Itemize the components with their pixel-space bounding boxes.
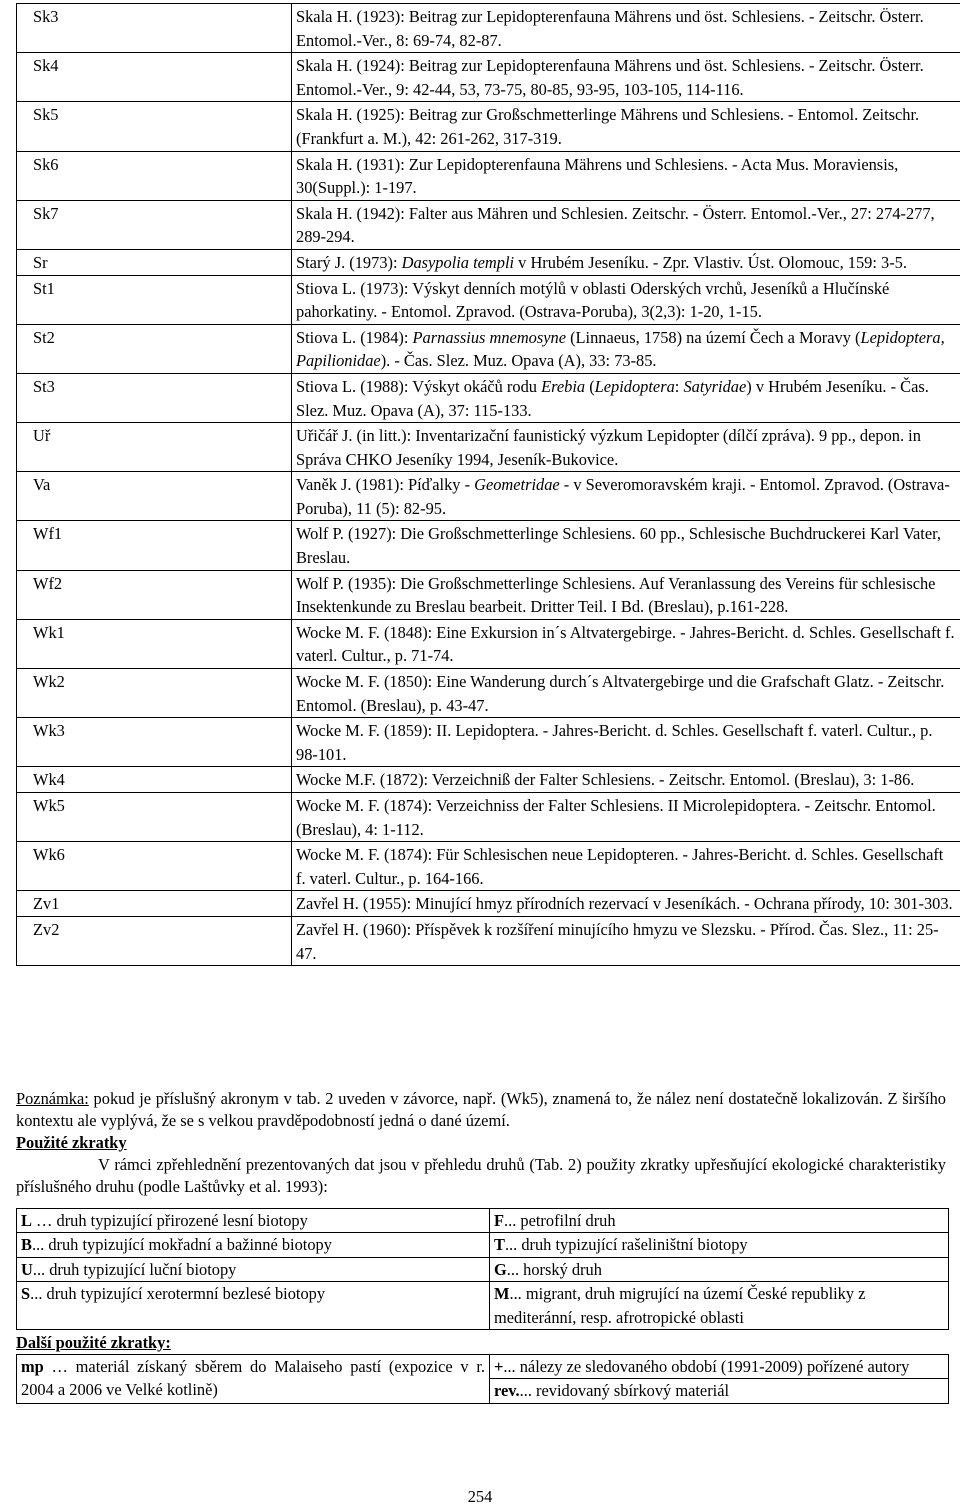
citation-part: v Hrubém Jeseníku. - Zpr. Vlastiv. Úst. Olomouc, 159: 3-5. — [514, 252, 907, 272]
reference-citation — [292, 891, 960, 917]
abbreviation-cell — [490, 1282, 949, 1330]
abbreviation-text: ... druh typizující luční biotopy — [32, 1259, 237, 1279]
plus-cell — [490, 1355, 949, 1379]
table-row — [17, 472, 960, 521]
abbreviation-table — [16, 1208, 949, 1330]
citation-part: Skala H. (1942): Falter aus Mähren und Schlesien. Zeitschr. - Österr. Entomol.-Ver., 27: 274-277, 289-294. — [296, 203, 935, 247]
mp-key: mp — [21, 1357, 44, 1376]
abbreviation-cell — [17, 1233, 490, 1257]
reference-code: St3 — [17, 373, 292, 422]
citation-part: Skala H. (1923): Beitrag zur Lepidopterenfauna Mährens und öst. Schlesiens. - Zeitschr. Österr. Entomol.-Ver., 8: 69-74, 82-87. — [296, 7, 924, 50]
reference-code: Wk3 — [17, 718, 292, 767]
table-row — [17, 1257, 949, 1281]
more-abbreviation-table — [16, 1354, 949, 1404]
table-row — [17, 521, 960, 570]
reference-code: Wf1 — [17, 521, 292, 570]
abbreviation-cell — [490, 1209, 949, 1233]
table-row — [17, 619, 960, 668]
reference-citation — [292, 570, 960, 619]
table-row — [17, 891, 960, 917]
reference-code: St1 — [17, 275, 292, 324]
reference-code: Wk2 — [17, 669, 292, 718]
table-row — [17, 1209, 949, 1233]
table-row — [17, 570, 960, 619]
citation-italic-part: Dasypolia templi — [401, 252, 515, 272]
citation-part: (Linnaeus, 1758) na území Čech a Moravy ( — [565, 327, 861, 347]
reference-code: Zv1 — [17, 891, 292, 917]
table-row — [17, 1355, 949, 1379]
citation-part: Stiova L. (1988): Výskyt okáčů rodu — [296, 376, 542, 396]
reference-citation — [292, 102, 960, 151]
abbreviation-text: ... druh typizující xerotermní bezlesé biotopy — [30, 1284, 326, 1304]
reference-citation — [292, 249, 960, 275]
citation-part: Wolf P. (1927): Die Großschmetterlinge Schlesiens. 60 pp., Schlesische Buchdruckerei Karl Vater, Breslau. — [296, 524, 941, 568]
citation-part: ) v Hrubém Jeseníku. - Čas. Slez. Muz. Opava (A), 37: 115-133. — [296, 376, 929, 420]
reference-citation — [292, 275, 960, 324]
abbreviation-key: B — [21, 1235, 32, 1255]
abbrev-intro: V rámci zpřehlednění prezentovaných dat jsou v přehledu druhů (Tab. 2) použity zkratky upřesňující ekologické charakteristiky příslušného druhu (podle Laštůvky et al. 1993): — [16, 1155, 946, 1196]
citation-part: - v Severomoravském kraji. - Entomol. Zpravod. (Ostrava-Poruba), 11 (5): 82-95. — [296, 475, 950, 518]
citation-italic-part: Lepidoptera, Papilionidae — [296, 327, 945, 371]
table-row — [17, 53, 960, 102]
abbrev-heading: Použité zkratky — [16, 1133, 127, 1152]
citation-part: : — [674, 376, 684, 396]
citation-part: Skala H. (1931): Zur Lepidopterenfauna Mährens und Schlesiens. - Acta Mus. Moraviensis, 30(Suppl.): 1-197. — [296, 154, 899, 198]
abbreviation-text: ... horský druh — [506, 1259, 602, 1279]
abbreviation-cell — [17, 1257, 490, 1281]
citation-italic-part: Geometridae — [474, 475, 560, 495]
reference-code: Wk4 — [17, 767, 292, 793]
abbreviation-cell — [490, 1257, 949, 1281]
citation-part: Skala H. (1924): Beitrag zur Lepidopterenfauna Mährens und öst. Schlesiens. - Zeitschr. Österr. Entomol.-Ver., 9: 42-44, 53, 73-75, 80-85, 93-95, 103-105, 114-116. — [296, 56, 924, 99]
note-text: pokud je příslušný akronym v tab. 2 uveden v závorce, např. (Wk5), znamená to, že nález není dostatečně lokalizován. Z širšího kontextu ale vyplývá, že se s velkou pravděpodobností jedná o dané území. — [16, 1089, 946, 1130]
citation-part: Stiova L. (1973): Výskyt denních motýlů v oblasti Oderských vrchů, Jeseníků a Hlučínské pahorkatiny. - Entomol. Zpravod. (Ostrava-Poruba), 3(2,3): 1-20, 1-15. — [296, 278, 890, 322]
abbreviation-text: ... druh typizující mokřadní a bažinné biotopy — [31, 1235, 332, 1255]
table-row — [17, 767, 960, 793]
reference-code: Sr — [17, 249, 292, 275]
table-row — [17, 669, 960, 718]
reference-citation — [292, 472, 960, 521]
note-section — [16, 1088, 946, 1198]
plus-text: ... nálezy ze sledovaného období (1991-2009) pořízené autory — [503, 1357, 910, 1376]
reference-citation — [292, 200, 960, 249]
citation-part: Wocke M. F. (1848): Eine Exkursion in´s Altvatergebirge. - Jahres-Bericht. d. Schles. Gesellschaft f. vaterl. Cultur., p. 71-74. — [296, 622, 955, 666]
table-row — [17, 1282, 949, 1330]
table-row — [17, 249, 960, 275]
rev-key: rev. — [494, 1381, 520, 1401]
reference-code: Uř — [17, 423, 292, 472]
reference-citation — [292, 916, 960, 965]
reference-citation — [292, 718, 960, 767]
abbreviation-text: ... druh typizující rašeliništní biotopy — [504, 1235, 748, 1255]
citation-part: Skala H. (1925): Beitrag zur Großschmetterlinge Mährens und Schlesiens. - Entomol. Zeitschr. (Frankfurt a. M.), 42: 261-262, 317-319. — [296, 105, 920, 148]
abbreviation-key: T — [494, 1235, 505, 1255]
table-row — [17, 373, 960, 422]
rev-text: ... revidovaný sbírkový materiál — [519, 1381, 730, 1401]
abbreviation-cell — [490, 1233, 949, 1257]
note-paragraph — [16, 1088, 946, 1132]
reference-citation — [292, 324, 960, 373]
abbreviation-key: M — [494, 1284, 510, 1304]
citation-part: Starý J. (1973): — [296, 252, 402, 272]
abbreviation-key: U — [21, 1259, 33, 1279]
abbreviation-text: ... petrofilní druh — [504, 1211, 616, 1230]
citation-part: ). - Čas. Slez. Muz. Opava (A), 33: 73-85. — [380, 351, 657, 371]
abbreviation-key: S — [21, 1284, 31, 1304]
more-abbrev-heading: Další použité zkratky: — [16, 1333, 171, 1352]
reference-citation — [292, 619, 960, 668]
citation-part: Vaněk J. (1981): Píďalky - — [296, 475, 475, 495]
reference-code: Sk4 — [17, 53, 292, 102]
reference-code: Zv2 — [17, 916, 292, 965]
table-row — [17, 423, 960, 472]
abbreviation-key: G — [494, 1259, 507, 1279]
citation-italic-part: Erebia — [541, 376, 586, 396]
reference-code: St2 — [17, 324, 292, 373]
reference-citation — [292, 842, 960, 891]
reference-citation — [292, 793, 960, 842]
table-row — [17, 324, 960, 373]
reference-code: Sk3 — [17, 4, 292, 53]
abbreviation-key: F — [494, 1211, 505, 1230]
reference-code: Wk1 — [17, 619, 292, 668]
abbreviation-text: … druh typizující přirozené lesní biotopy — [31, 1211, 308, 1230]
reference-citation — [292, 53, 960, 102]
reference-code: Sk6 — [17, 151, 292, 200]
reference-code: Va — [17, 472, 292, 521]
table-row — [17, 4, 960, 53]
reference-code: Wk5 — [17, 793, 292, 842]
mp-text: … materiál získaný sběrem do Malaiseho pastí (expozice v r. 2004 a 2006 ve Velké kotlině) — [21, 1357, 485, 1400]
table-row — [17, 718, 960, 767]
table-row — [17, 916, 960, 965]
citation-part: Wocke M. F. (1859): II. Lepidoptera. - Jahres-Bericht. d. Schles. Gesellschaft f. vaterl. Cultur., p. 98-101. — [296, 721, 933, 764]
reference-code: Wk6 — [17, 842, 292, 891]
table-row — [17, 200, 960, 249]
reference-code: Sk5 — [17, 102, 292, 151]
rev-cell — [490, 1379, 949, 1403]
citation-part: Zavřel H. (1960): Příspěvek k rozšíření minujícího hmyzu ve Slezsku. - Přírod. Čas. Slez., 11: 25-47. — [296, 919, 939, 963]
reference-citation — [292, 423, 960, 472]
reference-code: Sk7 — [17, 200, 292, 249]
citation-part: Wocke M. F. (1874): Verzeichniss der Falter Schlesiens. II Microlepidoptera. - Zeitschr. Entomol. (Breslau), 4: 1-112. — [296, 796, 936, 839]
citation-part: Wocke M.F. (1872): Verzeichniß der Falter Schlesiens. - Zeitschr. Entomol. (Breslau), 3: 1-86. — [296, 770, 915, 790]
table-row — [17, 1233, 949, 1257]
abbreviation-cell — [17, 1209, 490, 1233]
abbreviation-text: ... migrant, druh migrující na území České republiky z mediteránní, resp. afrotropické oblasti — [494, 1284, 866, 1327]
table-row — [17, 842, 960, 891]
mp-cell — [17, 1355, 490, 1404]
citation-part: ( — [585, 376, 595, 396]
reference-table — [16, 3, 960, 966]
reference-code: Wf2 — [17, 570, 292, 619]
table-row — [17, 151, 960, 200]
reference-citation — [292, 767, 960, 793]
citation-italic-part: Parnassius mnemosyne — [412, 327, 566, 347]
page-number: 254 — [467, 1487, 493, 1506]
table-row — [17, 793, 960, 842]
citation-italic-part: Lepidoptera — [594, 376, 675, 396]
table-row — [17, 102, 960, 151]
reference-citation — [292, 521, 960, 570]
reference-citation — [292, 151, 960, 200]
reference-citation — [292, 4, 960, 53]
citation-part: Uřičář J. (in litt.): Inventarizační faunistický výzkum Lepidopter (dílčí zpráva). 9 pp., depon. in Správa CHKO Jeseníky 1994, Jeseník-Bukovice. — [296, 426, 921, 469]
abbreviation-cell — [17, 1282, 490, 1330]
reference-citation — [292, 373, 960, 422]
note-label: Poznámka: — [16, 1089, 89, 1108]
plus-key: + — [494, 1357, 504, 1376]
citation-part: Wolf P. (1935): Die Großschmetterlinge Schlesiens. Auf Veranlassung des Vereins für schlesische Insektenkunde zu Breslau bearbeit. Dritter Teil. I Bd. (Breslau), p.161-228. — [296, 573, 936, 617]
citation-part: Wocke M. F. (1874): Für Schlesischen neue Lepidopteren. - Jahres-Bericht. d. Schles. Gesellschaft f. vaterl. Cultur., p. 164-166. — [296, 845, 944, 888]
abbreviation-key: L — [21, 1211, 32, 1230]
reference-citation — [292, 669, 960, 718]
table-row — [17, 275, 960, 324]
citation-part: Stiova L. (1984): — [296, 327, 413, 347]
citation-italic-part: Satyridae — [683, 376, 747, 396]
citation-part: Wocke M. F. (1850): Eine Wanderung durch´s Altvatergebirge und die Grafschaft Glatz. - Zeitschr. Entomol. (Breslau), p. 43-47. — [296, 672, 945, 715]
citation-part: Zavřel H. (1955): Minující hmyz přírodních rezervací v Jeseníkách. - Ochrana přírody, 10: 301-303. — [296, 894, 953, 914]
